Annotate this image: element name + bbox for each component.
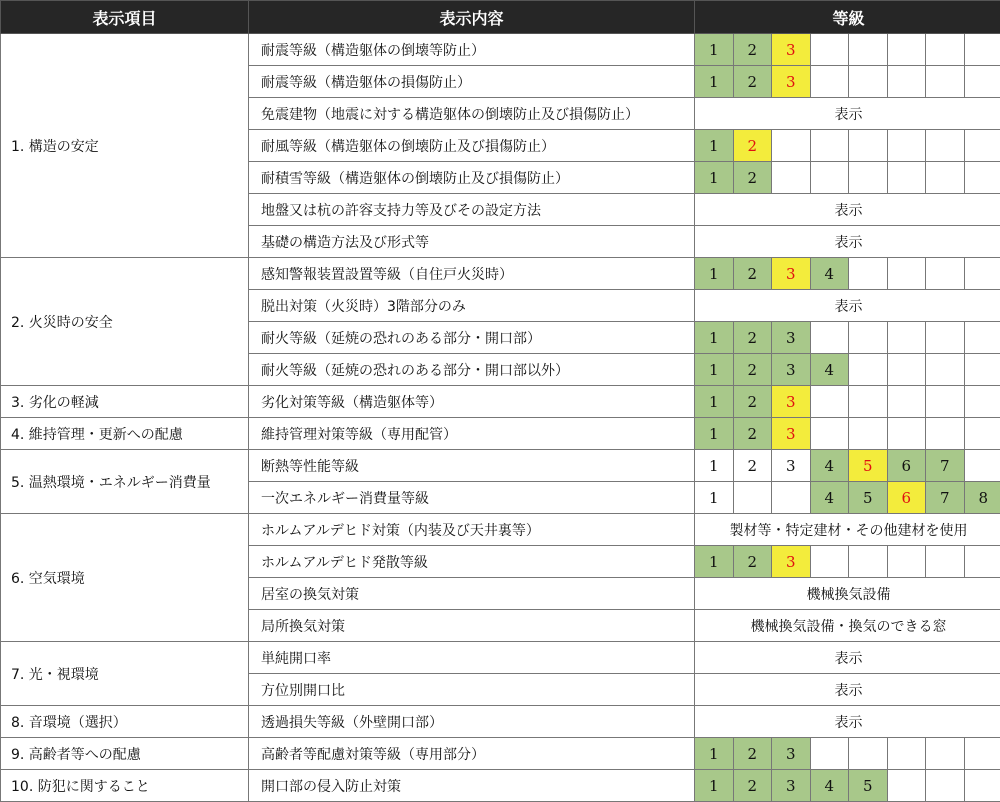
grade-cell-empty	[887, 738, 926, 770]
grade-cell-empty	[887, 130, 926, 162]
grade-cell: 2	[733, 450, 772, 482]
grade-cell-empty	[849, 546, 888, 578]
item-label: 一次エネルギー消費量等級	[249, 482, 695, 514]
grade-cell: 6	[887, 450, 926, 482]
table-row	[1, 34, 1000, 66]
grade-cell-empty	[810, 322, 849, 354]
grade-cell-empty	[887, 258, 926, 290]
category-label: 1. 構造の安定	[1, 34, 249, 258]
grade-cell-empty	[887, 66, 926, 98]
grade-cell: 1	[695, 354, 734, 386]
category-label: 5. 温熱環境・エネルギー消費量	[1, 450, 249, 514]
display-value: 機械換気設備	[695, 578, 1000, 610]
grade-cell-empty	[887, 354, 926, 386]
item-label: 局所換気対策	[249, 610, 695, 642]
grade-cell-empty	[849, 162, 888, 194]
item-label: 耐積雪等級（構造躯体の倒壊防止及び損傷防止）	[249, 162, 695, 194]
grade-cell: 1	[695, 66, 734, 98]
grade-cell: 2	[733, 546, 772, 578]
grade-cell: 3	[772, 450, 811, 482]
display-value: 表示	[695, 194, 1000, 226]
item-label: 感知警報装置設置等級（自住戸火災時）	[249, 258, 695, 290]
grade-cell: 5	[849, 450, 888, 482]
item-label: 単純開口率	[249, 642, 695, 674]
grade-cell: 4	[810, 450, 849, 482]
grade-cell: 4	[810, 482, 849, 514]
grade-cell-empty	[926, 738, 965, 770]
item-label: ホルムアルデヒド対策（内装及び天井裏等）	[249, 514, 695, 546]
grade-cell-empty	[733, 482, 772, 514]
grade-cell: 6	[887, 482, 926, 514]
grade-cell: 5	[849, 482, 888, 514]
grade-cell: 2	[733, 354, 772, 386]
grade-cell-empty	[887, 162, 926, 194]
grade-cell: 2	[733, 418, 772, 450]
item-label: 居室の換気対策	[249, 578, 695, 610]
grade-cell-empty	[964, 770, 1000, 802]
grade-cell-empty	[964, 258, 1000, 290]
grade-cell: 3	[772, 546, 811, 578]
grade-cell-empty	[964, 354, 1000, 386]
grade-cell: 2	[733, 162, 772, 194]
grade-cell-empty	[964, 34, 1000, 66]
grade-cell: 3	[772, 738, 811, 770]
grade-cell: 2	[733, 130, 772, 162]
grade-cell: 1	[695, 770, 734, 802]
item-label: 基礎の構造方法及び形式等	[249, 226, 695, 258]
grade-cell-empty	[772, 130, 811, 162]
grade-cell: 3	[772, 258, 811, 290]
grade-cell: 1	[695, 130, 734, 162]
display-value: 製材等・特定建材・その他建材を使用	[695, 514, 1000, 546]
display-value: 表示	[695, 642, 1000, 674]
grade-cell: 1	[695, 546, 734, 578]
display-value: 機械換気設備・換気のできる窓	[695, 610, 1000, 642]
grade-cell-empty	[964, 738, 1000, 770]
grade-cell-empty	[772, 162, 811, 194]
grade-cell: 3	[772, 770, 811, 802]
grade-cell: 2	[733, 258, 772, 290]
category-label: 3. 劣化の軽減	[1, 386, 249, 418]
grade-cell: 1	[695, 258, 734, 290]
grade-cell-empty	[964, 322, 1000, 354]
table-row	[1, 386, 1000, 418]
grade-cell: 1	[695, 322, 734, 354]
grade-cell-empty	[964, 386, 1000, 418]
grade-cell: 2	[733, 66, 772, 98]
grade-cell: 2	[733, 34, 772, 66]
grade-cell-empty	[887, 322, 926, 354]
grade-cell: 1	[695, 386, 734, 418]
grade-cell: 4	[810, 770, 849, 802]
display-value: 表示	[695, 98, 1000, 130]
grade-cell: 1	[695, 34, 734, 66]
grade-cell-empty	[926, 34, 965, 66]
grade-cell-empty	[887, 418, 926, 450]
grade-cell-empty	[926, 354, 965, 386]
grade-cell: 1	[695, 738, 734, 770]
item-label: 高齢者等配慮対策等級（専用部分）	[249, 738, 695, 770]
grade-cell-empty	[926, 162, 965, 194]
item-label: 開口部の侵入防止対策	[249, 770, 695, 802]
item-label: 耐火等級（延焼の恐れのある部分・開口部）	[249, 322, 695, 354]
grade-cell: 3	[772, 34, 811, 66]
grade-cell-empty	[849, 738, 888, 770]
item-label: 透過損失等級（外壁開口部）	[249, 706, 695, 738]
table-body	[1, 34, 1000, 802]
grade-cell: 2	[733, 322, 772, 354]
grade-cell-empty	[926, 770, 965, 802]
grade-cell-empty	[926, 66, 965, 98]
grade-cell-empty	[810, 386, 849, 418]
table-row	[1, 450, 1000, 482]
header-row	[1, 1, 1000, 34]
table-row	[1, 642, 1000, 674]
table-row	[1, 738, 1000, 770]
category-label: 9. 高齢者等への配慮	[1, 738, 249, 770]
grade-cell-empty	[964, 130, 1000, 162]
table-row	[1, 418, 1000, 450]
category-label: 8. 音環境（選択）	[1, 706, 249, 738]
item-label: ホルムアルデヒド発散等級	[249, 546, 695, 578]
grade-cell: 1	[695, 418, 734, 450]
grade-cell: 3	[772, 354, 811, 386]
grade-cell-empty	[849, 386, 888, 418]
grade-cell-empty	[926, 130, 965, 162]
grade-cell-empty	[849, 66, 888, 98]
header-item: 表示項目	[1, 1, 249, 34]
grade-cell: 1	[695, 162, 734, 194]
display-value: 表示	[695, 706, 1000, 738]
grade-cell-empty	[810, 738, 849, 770]
display-value: 表示	[695, 674, 1000, 706]
table-row	[1, 770, 1000, 802]
item-label: 断熱等性能等級	[249, 450, 695, 482]
grade-cell-empty	[810, 66, 849, 98]
item-label: 地盤又は杭の許容支持力等及びその設定方法	[249, 194, 695, 226]
grade-cell-empty	[810, 34, 849, 66]
grade-cell-empty	[964, 418, 1000, 450]
table-row	[1, 514, 1000, 546]
category-label: 6. 空気環境	[1, 514, 249, 642]
category-label: 10. 防犯に関すること	[1, 770, 249, 802]
item-label: 劣化対策等級（構造躯体等）	[249, 386, 695, 418]
grade-cell: 2	[733, 738, 772, 770]
grade-cell-empty	[849, 130, 888, 162]
item-label: 方位別開口比	[249, 674, 695, 706]
item-label: 免震建物（地震に対する構造躯体の倒壊防止及び損傷防止）	[249, 98, 695, 130]
grade-cell-empty	[926, 418, 965, 450]
grade-cell: 2	[733, 386, 772, 418]
grade-cell-empty	[926, 258, 965, 290]
grade-cell: 5	[849, 770, 888, 802]
category-label: 4. 維持管理・更新への配慮	[1, 418, 249, 450]
grade-cell: 2	[733, 770, 772, 802]
grade-cell: 3	[772, 418, 811, 450]
item-label: 耐火等級（延焼の恐れのある部分・開口部以外）	[249, 354, 695, 386]
grade-cell-empty	[926, 322, 965, 354]
grade-cell-empty	[849, 354, 888, 386]
header-content: 表示内容	[249, 1, 695, 34]
grade-cell-empty	[964, 162, 1000, 194]
grade-cell-empty	[849, 322, 888, 354]
grade-cell: 8	[964, 482, 1000, 514]
grade-cell-empty	[849, 34, 888, 66]
grade-cell: 7	[926, 482, 965, 514]
grade-cell: 4	[810, 354, 849, 386]
grade-cell-empty	[926, 386, 965, 418]
grade-cell-empty	[810, 546, 849, 578]
grade-cell-empty	[887, 386, 926, 418]
item-label: 耐震等級（構造躯体の損傷防止）	[249, 66, 695, 98]
grade-cell: 3	[772, 386, 811, 418]
item-label: 耐風等級（構造躯体の倒壊防止及び損傷防止）	[249, 130, 695, 162]
grade-cell-empty	[849, 418, 888, 450]
grade-cell: 1	[695, 450, 734, 482]
grade-cell-empty	[887, 770, 926, 802]
grade-cell: 3	[772, 322, 811, 354]
category-label: 2. 火災時の安全	[1, 258, 249, 386]
item-label: 脱出対策（火災時）3階部分のみ	[249, 290, 695, 322]
grade-cell-empty	[964, 66, 1000, 98]
header-grade: 等級	[695, 1, 1000, 34]
grade-cell-empty	[810, 162, 849, 194]
grade-cell: 3	[772, 66, 811, 98]
category-label: 7. 光・視環境	[1, 642, 249, 706]
table-row	[1, 258, 1000, 290]
grade-cell-empty	[964, 546, 1000, 578]
grade-cell-empty	[964, 450, 1000, 482]
grade-cell-empty	[887, 546, 926, 578]
display-value: 表示	[695, 290, 1000, 322]
grade-cell-empty	[810, 418, 849, 450]
grade-cell: 1	[695, 482, 734, 514]
grade-cell-empty	[926, 546, 965, 578]
grade-cell: 7	[926, 450, 965, 482]
grade-cell: 4	[810, 258, 849, 290]
grade-cell-empty	[849, 258, 888, 290]
item-label: 耐震等級（構造躯体の倒壊等防止）	[249, 34, 695, 66]
item-label: 維持管理対策等級（専用配管）	[249, 418, 695, 450]
grade-cell-empty	[887, 34, 926, 66]
display-value: 表示	[695, 226, 1000, 258]
grade-cell-empty	[772, 482, 811, 514]
grade-cell-empty	[810, 130, 849, 162]
table-row	[1, 706, 1000, 738]
